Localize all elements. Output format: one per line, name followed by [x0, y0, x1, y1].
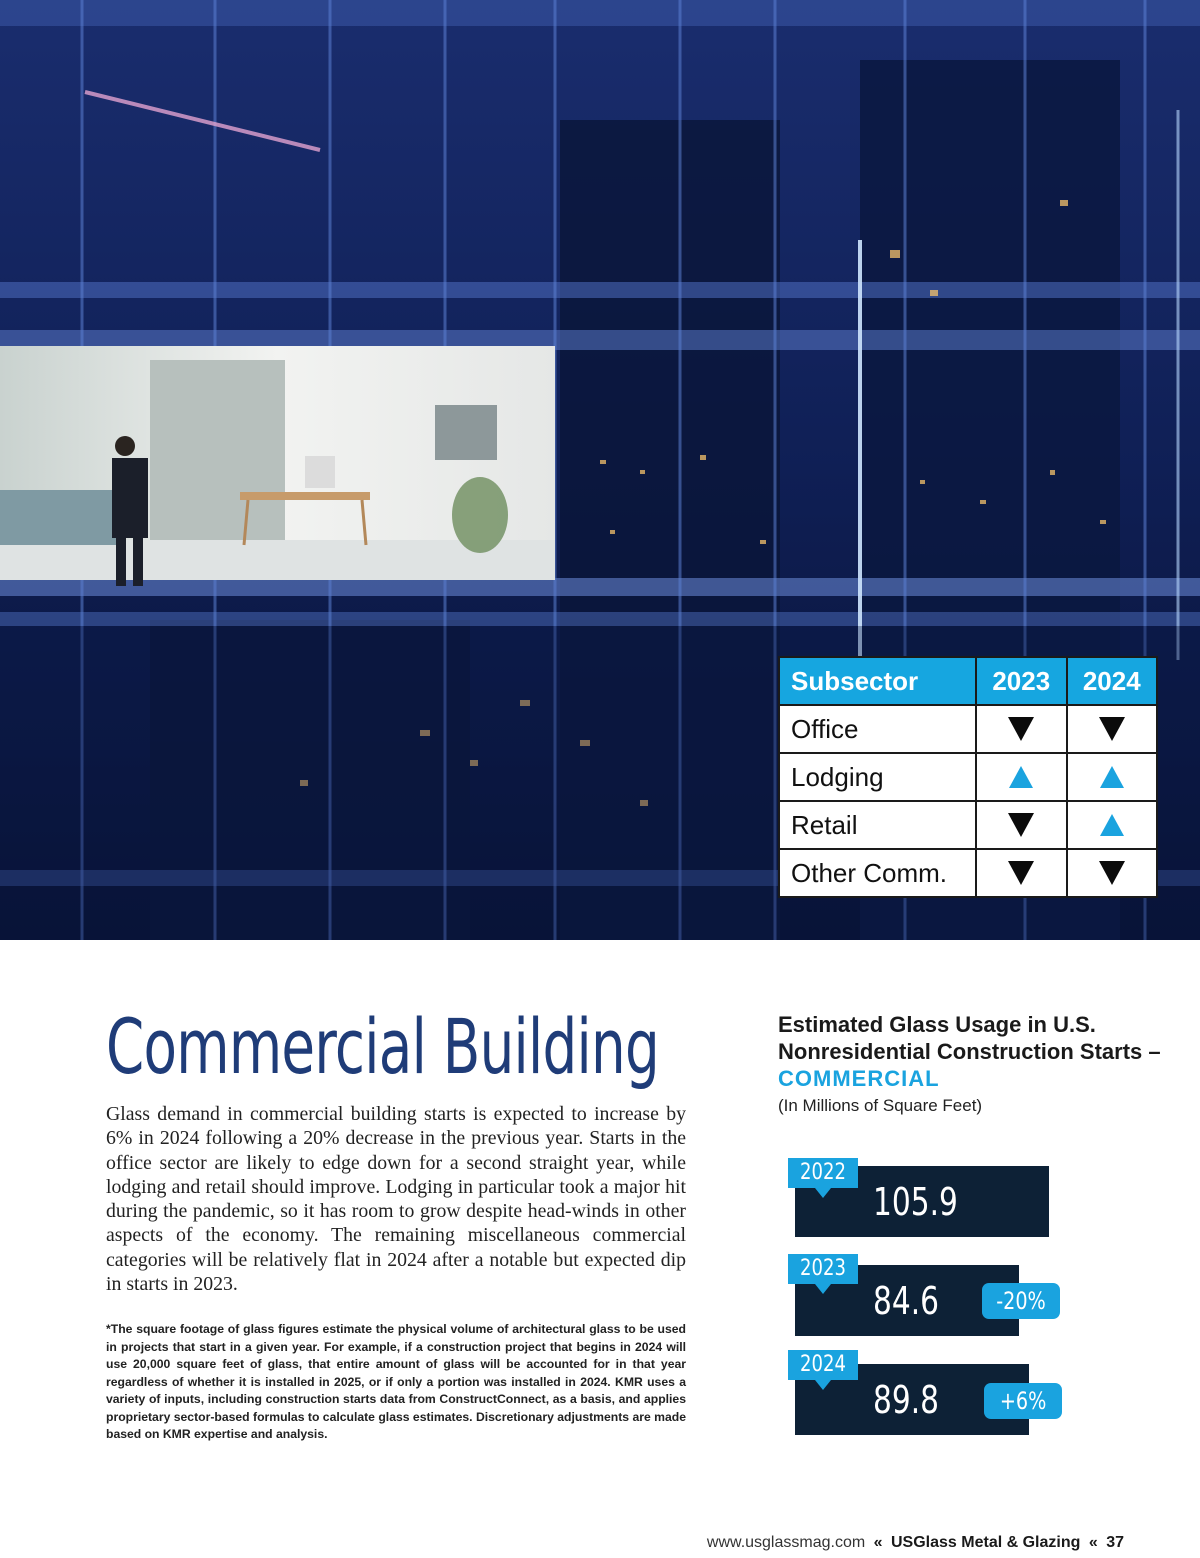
table-row	[779, 753, 1157, 801]
bar-value: 105.9	[873, 1180, 958, 1224]
year-tag-2023: 2023	[788, 1254, 858, 1284]
footnote: *The square footage of glass figures estimate the physical volume of architectural glass to be used in projects that start in a given year. For example, if a construction project that begins in 2024 will use 20,000 square feet of glass, that entire amount of glass will be accounted for in that year regardless of whether it is installed in 2025, or if only a portion was installed in 2024. KMR uses a variety of inputs, including construction starts data from ConstructConnect, as a basis, and applies proprietary sector-based formulas to calculate glass estimates. Discretionary adjustments are made based on KMR expertise and analysis.	[106, 1322, 686, 1441]
footer-url: www.usglassmag.com	[706, 1534, 866, 1551]
header-subsector: Subsector	[779, 657, 976, 705]
footer-publication: USGlass Metal & Glazing	[891, 1534, 1081, 1551]
glass-usage-subtitle: (In Millions of Square Feet)	[778, 1096, 983, 1115]
subsector-name: Office	[779, 705, 976, 753]
table-row	[779, 849, 1157, 897]
year-tag-2022: 2022	[788, 1158, 858, 1188]
article-body: Glass demand in commercial building starts is expected to increase by 6% in 2024 following a 20% decrease in the previous year. Starts in the office sector are likely to edge down for a second straight year, while lodging and retail should improve. Lodging in particular took a major hit during the pandemic, so it has room to grow despite head-winds in other aspects of the economy. The remaining miscellaneous commercial categories will be relatively flat in 2024 after a notable but expected dip in starts in 2023.	[106, 1103, 686, 1296]
trend-down-icon	[1099, 717, 1125, 741]
table-header-row	[779, 657, 1157, 705]
bar-value: 89.8	[873, 1378, 939, 1422]
subsector-table	[778, 656, 1158, 898]
year-tag-2024: 2024	[788, 1350, 858, 1380]
subsector-name: Retail	[779, 801, 976, 849]
page-footer	[707, 1534, 1124, 1552]
trend-down-icon	[1008, 861, 1034, 885]
footer-separator: «	[1088, 1534, 1098, 1551]
change-badge-2023: -20%	[982, 1283, 1060, 1319]
trend-down-icon	[1008, 813, 1034, 837]
trend-down-icon	[1008, 717, 1034, 741]
trend-up-icon	[1100, 814, 1124, 836]
glass-usage-title-main: Estimated Glass Usage in U.S. Nonresidential Construction Starts –	[778, 1012, 1161, 1064]
glass-usage-title	[778, 1011, 1178, 1092]
subsector-name: Other Comm.	[779, 849, 976, 897]
header-2023: 2023	[976, 657, 1066, 705]
glass-usage-title-accent: COMMERCIAL	[778, 1066, 940, 1091]
table-row	[779, 801, 1157, 849]
header-2024: 2024	[1067, 657, 1158, 705]
trend-up-icon	[1009, 766, 1033, 788]
page-title: Commercial Building	[106, 1002, 659, 1091]
footer-separator: «	[873, 1534, 883, 1551]
trend-up-icon	[1100, 766, 1124, 788]
subsector-name: Lodging	[779, 753, 976, 801]
table-row	[779, 705, 1157, 753]
change-badge-2024: +6%	[984, 1383, 1062, 1419]
trend-down-icon	[1099, 861, 1125, 885]
bar-value: 84.6	[873, 1279, 939, 1323]
page-number: 37	[1106, 1534, 1124, 1551]
